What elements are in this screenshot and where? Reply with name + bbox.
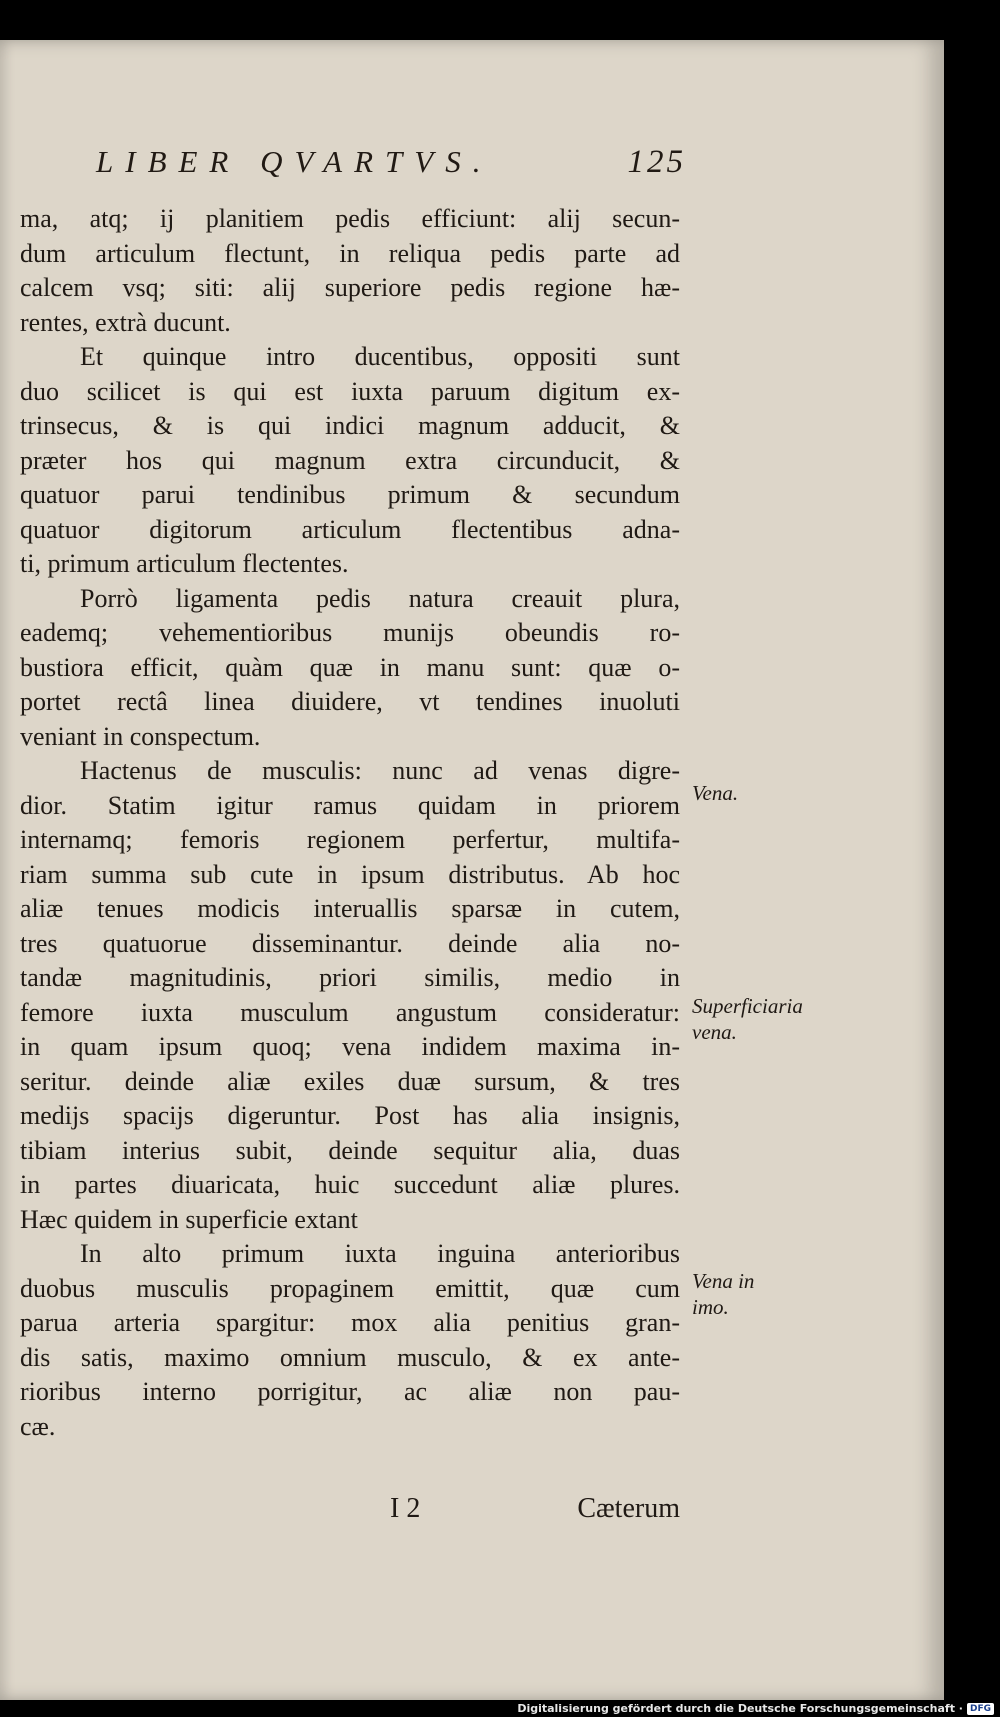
text-line: rioribus interno porrigitur, ac aliæ non pau- xyxy=(20,1377,680,1406)
text-line: quatuor parui tendinibus primum & secundum xyxy=(20,480,680,509)
text-line: In alto primum iuxta inguina anterioribus xyxy=(80,1239,680,1268)
text-line: in quam ipsum quoq; vena indidem maxima in- xyxy=(20,1032,680,1061)
text-line: in partes diuaricata, huic succedunt aliæ plures. xyxy=(20,1170,680,1199)
margin-note-line: vena. xyxy=(692,1020,737,1044)
text-line: medijs spacijs digeruntur. Post has alia insignis, xyxy=(20,1101,680,1130)
margin-note-line: Vena in xyxy=(692,1269,755,1293)
text-line: femore iuxta musculum angustum consideratur: xyxy=(20,997,680,1027)
text-line: duo scilicet is qui est iuxta paruum digitum ex- xyxy=(20,376,680,406)
running-head: LIBER QVARTVS. xyxy=(96,144,493,179)
text-line: Et quinque intro ducentibus, oppositi sunt xyxy=(80,342,680,371)
text-line: seritur. deinde aliæ exiles duæ sursum, & tres xyxy=(20,1066,680,1096)
page-footer xyxy=(390,1493,680,1533)
text-line: tres quatuorue disseminantur. deinde alia no- xyxy=(20,928,680,958)
margin-note-vena xyxy=(692,780,738,806)
text-line: ti, primum articulum flectentes. xyxy=(20,549,349,578)
credit-text: Digitalisierung gefördert durch die Deutsche Forschungsgemeinschaft · xyxy=(517,1702,963,1715)
text-line: tibiam interius subit, deinde sequitur alia, duas xyxy=(20,1135,680,1165)
text-line: dior. Statim igitur ramus quidam in priorem xyxy=(20,790,680,820)
text-line: internamq; femoris regionem perfertur, multifa- xyxy=(20,825,680,854)
text-line: calcem vsq; siti: alij superiore pedis regione hæ- xyxy=(20,273,680,302)
text-line: quatuor digitorum articulum flectentibus adna- xyxy=(20,514,680,544)
text-line: riam summa sub cute in ipsum distributus. Ab hoc xyxy=(20,859,680,889)
text-line: portet rectâ linea diuidere, vt tendines inuoluti xyxy=(20,687,680,716)
text-line: Hæc quidem in superficie extant xyxy=(20,1204,358,1234)
text-line: præter hos qui magnum extra circunducit, & xyxy=(20,445,680,475)
text-line: parua arteria spargitur: mox alia penitius gran- xyxy=(20,1308,680,1337)
catchword: Cæterum xyxy=(577,1493,680,1524)
margin-note-line: imo. xyxy=(692,1295,729,1319)
dfg-logo: DFG xyxy=(967,1703,994,1715)
text-line: aliæ tenues modicis interuallis sparsæ in cutem, xyxy=(20,894,680,923)
text-line: bustiora efficit, quàm quæ in manu sunt: quæ o- xyxy=(20,652,680,682)
signature-mark: I 2 xyxy=(390,1493,421,1524)
body-text xyxy=(20,202,680,1444)
page-header xyxy=(96,144,686,184)
text-line: rentes, extrà ducunt. xyxy=(20,307,231,337)
text-line: trinsecus, & is qui indici magnum adducit, & xyxy=(20,411,680,440)
text-line: veniant in conspectum. xyxy=(20,721,261,751)
text-line: cæ. xyxy=(20,1411,56,1441)
text-line: duobus musculis propaginem emittit, quæ cum xyxy=(20,1273,680,1303)
margin-note-vena-in-imo xyxy=(692,1268,754,1320)
book-page xyxy=(0,40,944,1700)
text-line: Porrò ligamenta pedis natura creauit plura, xyxy=(80,583,680,613)
text-line: eademq; vehementioribus munijs obeundis ro- xyxy=(20,618,680,647)
credit-bar xyxy=(0,1700,1000,1717)
text-line: ma, atq; ij planitiem pedis efficiunt: alij secun- xyxy=(20,204,680,233)
margin-note-line: Vena. xyxy=(692,781,739,805)
text-line: dis satis, maximo omnium musculo, & ex ante- xyxy=(20,1342,680,1372)
margin-note-line: Superficiaria xyxy=(692,994,803,1018)
page-number: 125 xyxy=(627,144,686,180)
text-line: dum articulum flectunt, in reliqua pedis parte ad xyxy=(20,238,680,268)
text-line: tandæ magnitudinis, priori similis, medio in xyxy=(20,963,680,992)
text-line: Hactenus de musculis: nunc ad venas digre- xyxy=(80,756,680,785)
margin-note-superficiaria xyxy=(692,993,803,1045)
